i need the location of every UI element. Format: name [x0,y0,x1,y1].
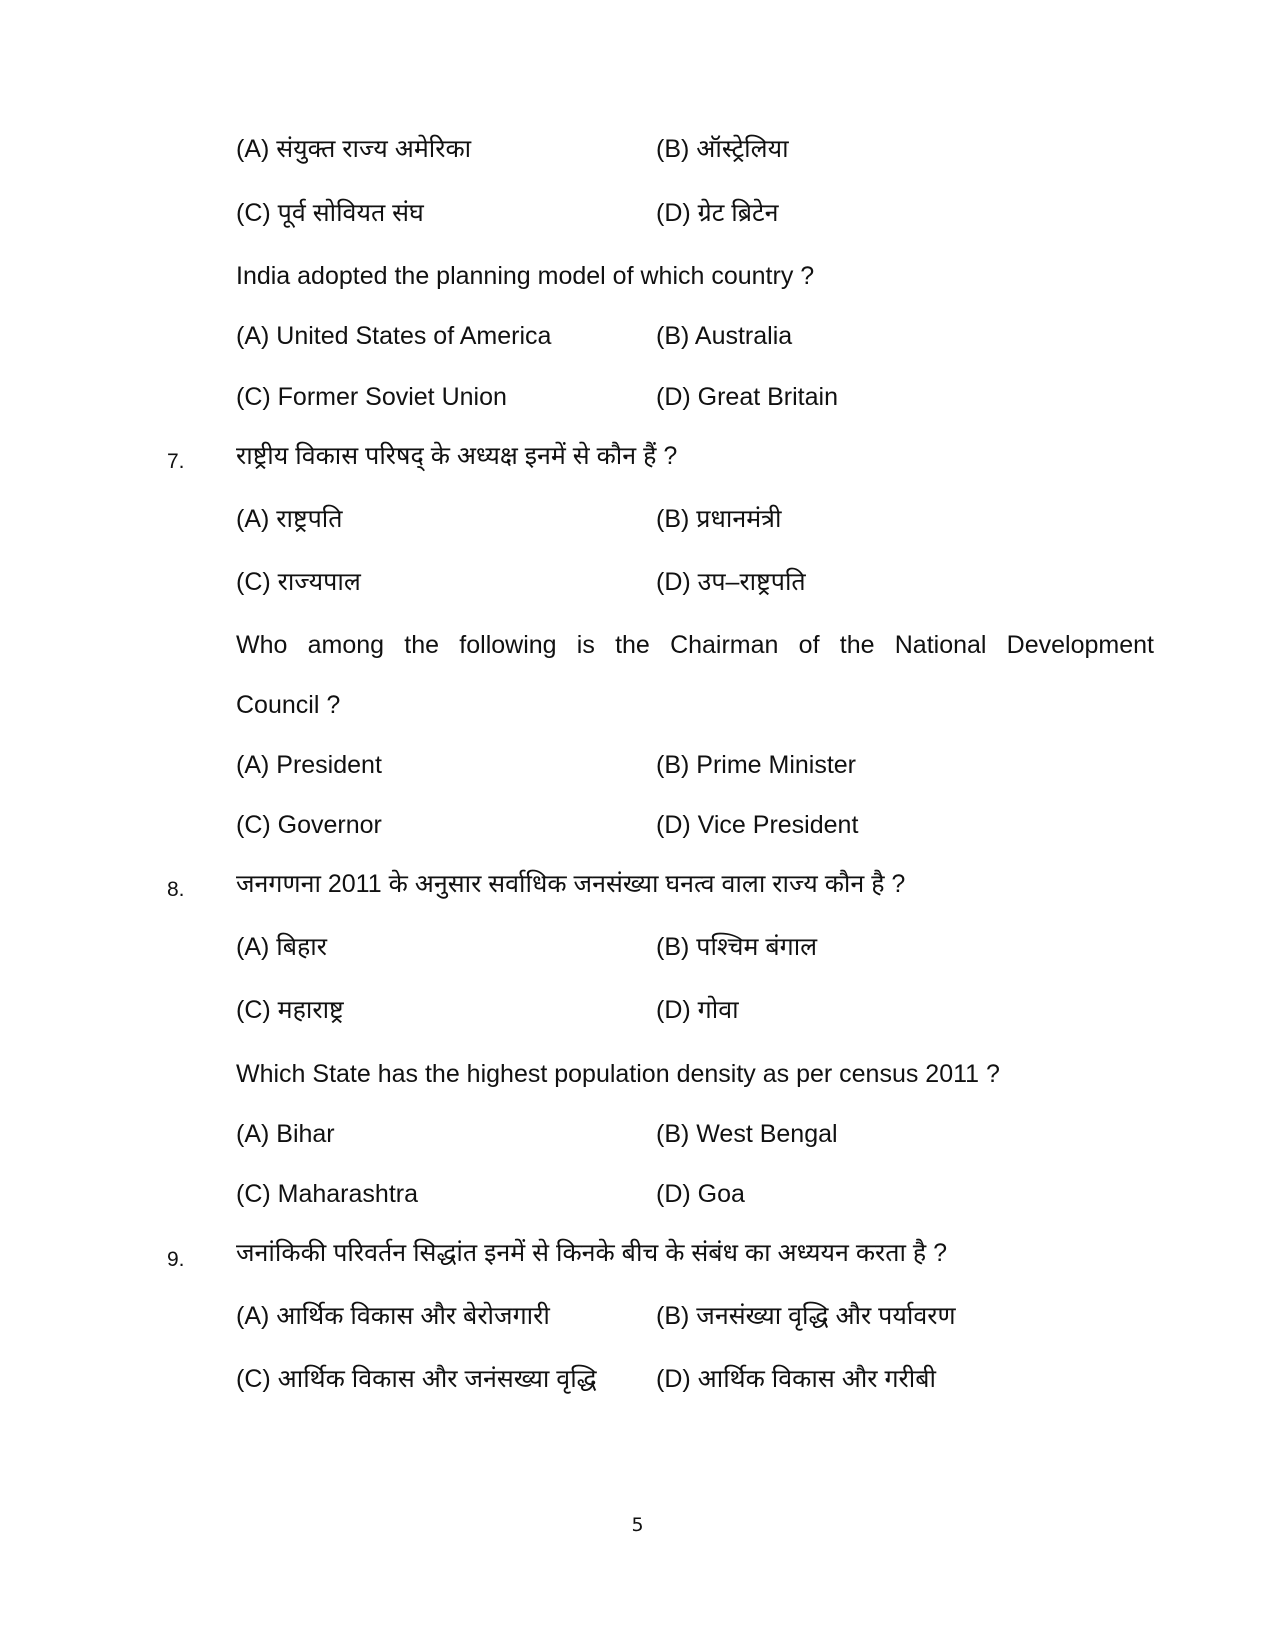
q8-english-option-b: (B) West Bengal [656,1120,838,1148]
q6-hindi-option-c: (C) पूर्व सोवियत संघ [236,199,424,227]
q6-english-option-a: (A) United States of America [236,322,552,350]
q7-number: 7. [167,450,185,473]
q8-english-option-a: (A) Bihar [236,1120,335,1148]
q9-hindi-option-b: (B) जनसंख्या वृद्धि और पर्यावरण [656,1302,956,1330]
q7-english-option-a: (A) President [236,751,382,779]
q6-english-option-c: (C) Former Soviet Union [236,383,507,411]
q8-hindi-option-d: (D) गोवा [656,996,739,1024]
q9-hindi-option-c: (C) आर्थिक विकास और जनंसख्या वृद्धि [236,1365,597,1393]
q7-english-option-c: (C) Governor [236,811,382,839]
q8-english-option-d: (D) Goa [656,1180,745,1208]
q6-english-option-d: (D) Great Britain [656,383,838,411]
q6-english-question: India adopted the planning model of which country ? [236,262,815,290]
q9-hindi-option-a: (A) आर्थिक विकास और बेरोजगारी [236,1302,550,1330]
q6-hindi-option-b: (B) ऑस्ट्रेलिया [656,135,789,163]
q7-hindi-option-c: (C) राज्यपाल [236,568,361,596]
q7-hindi-option-a: (A) राष्ट्रपति [236,505,343,533]
q8-english-question: Which State has the highest population density as per census 2011 ? [236,1060,1000,1088]
q9-hindi-option-d: (D) आर्थिक विकास और गरीबी [656,1365,936,1393]
q8-number: 8. [167,878,185,901]
q8-hindi-question: जनगणना 2011 के अनुसार सर्वाधिक जनसंख्या घनत्व वाला राज्य कौन है ? [236,870,906,898]
q7-hindi-option-d: (D) उप–राष्ट्रपति [656,568,806,596]
q7-english-question-line2: Council ? [236,691,341,719]
q8-hindi-option-b: (B) पश्चिम बंगाल [656,933,818,961]
q8-hindi-option-c: (C) महाराष्ट्र [236,996,344,1024]
q7-english-option-b: (B) Prime Minister [656,751,857,779]
q7-hindi-question: राष्ट्रीय विकास परिषद् के अध्यक्ष इनमें से कौन हैं ? [236,442,678,470]
q6-hindi-option-d: (D) ग्रेट ब्रिटेन [656,199,779,227]
q7-english-option-d: (D) Vice President [656,811,859,839]
q9-number: 9. [167,1248,185,1271]
q7-english-question-line1: Who among the following is the Chairman of the National Development [236,631,1154,659]
q6-english-option-b: (B) Australia [656,322,793,350]
q8-hindi-option-a: (A) बिहार [236,933,327,961]
page-number: 5 [631,1514,644,1536]
q6-hindi-option-a: (A) संयुक्त राज्य अमेरिका [236,135,472,163]
q7-hindi-option-b: (B) प्रधानमंत्री [656,505,782,533]
q8-english-option-c: (C) Maharashtra [236,1180,418,1208]
q9-hindi-question: जनांकिकी परिवर्तन सिद्धांत इनमें से किनके बीच के संबंध का अध्ययन करता है ? [236,1239,948,1267]
